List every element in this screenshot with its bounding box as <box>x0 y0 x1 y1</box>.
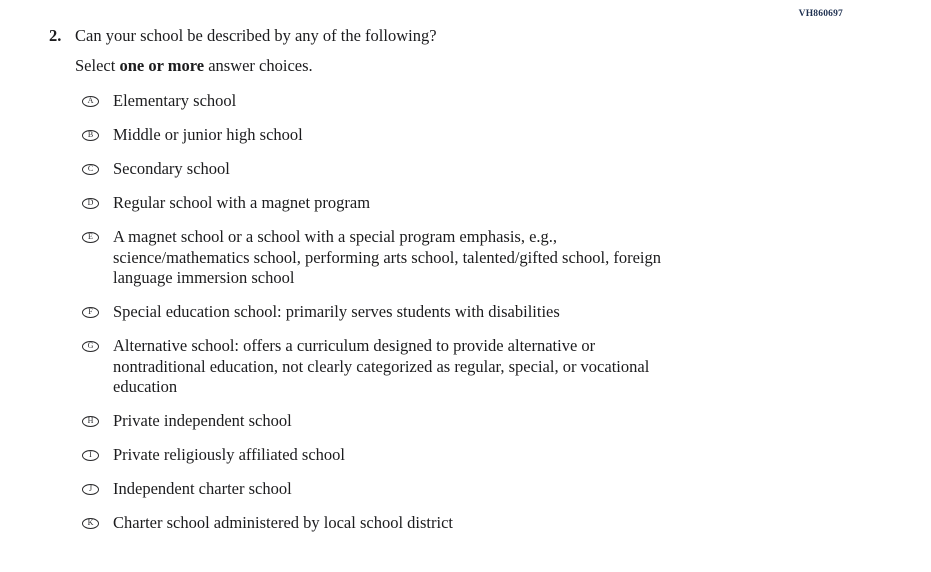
answer-bubble-g[interactable]: G <box>82 341 99 352</box>
instruction-suffix: answer choices. <box>204 56 313 75</box>
answer-option-k[interactable] <box>82 513 661 534</box>
option-line: A magnet school or a school with a special program emphasis, e.g., <box>113 227 558 246</box>
answer-bubble-h[interactable]: H <box>82 416 99 427</box>
instruction-prefix: Select <box>75 56 120 75</box>
answer-option-label <box>113 159 230 180</box>
question-text: Can your school be described by any of the following? <box>75 26 437 45</box>
form-code: VH860697 <box>798 9 843 19</box>
question-row <box>49 27 661 45</box>
answer-bubble-k[interactable]: K <box>82 518 99 529</box>
answer-bubble-e[interactable]: E <box>82 232 99 243</box>
answer-option-j[interactable] <box>82 479 661 500</box>
answer-option-label <box>113 479 292 500</box>
answer-option-label <box>113 445 345 466</box>
answer-option-label <box>113 227 661 289</box>
answer-option-label <box>113 513 453 534</box>
answer-bubble-i[interactable]: I <box>82 450 99 461</box>
answer-option-label <box>113 193 370 214</box>
option-line: Elementary school <box>113 91 237 110</box>
option-line: Charter school administered by local school district <box>113 513 453 532</box>
option-line: Middle or junior high school <box>113 125 303 144</box>
answer-option-label <box>113 91 236 112</box>
question-block <box>49 27 661 547</box>
option-line: nontraditional education, not clearly categorized as regular, special, or vocational <box>113 356 650 376</box>
option-line: Independent charter school <box>113 479 292 498</box>
answer-bubble-c[interactable]: C <box>82 164 99 175</box>
answer-bubble-f[interactable]: F <box>82 307 99 318</box>
answer-option-e[interactable] <box>82 227 661 289</box>
instruction-text <box>75 57 661 75</box>
option-line: Special education school: primarily serves students with disabilities <box>113 302 560 321</box>
answer-option-i[interactable] <box>82 445 661 466</box>
answer-bubble-d[interactable]: D <box>82 198 99 209</box>
answer-option-g[interactable] <box>82 336 661 398</box>
answer-bubble-j[interactable]: J <box>82 484 99 495</box>
answer-option-label <box>113 125 303 146</box>
option-line: Private independent school <box>113 411 292 430</box>
option-line: language immersion school <box>113 268 295 287</box>
answer-bubble-b[interactable]: B <box>82 130 99 141</box>
answer-option-label <box>113 411 292 432</box>
instruction-emphasis: one or more <box>119 56 205 75</box>
question-number: 2. <box>49 26 62 45</box>
answer-option-label <box>113 336 649 398</box>
option-line: Regular school with a magnet program <box>113 193 371 212</box>
answer-option-a[interactable] <box>82 91 661 112</box>
option-line: education <box>113 377 178 396</box>
answer-option-label <box>113 302 560 323</box>
option-line: Private religiously affiliated school <box>113 445 346 464</box>
option-line: Alternative school: offers a curriculum designed to provide alternative or <box>113 336 596 355</box>
answer-bubble-a[interactable]: A <box>82 96 99 107</box>
answer-option-b[interactable] <box>82 125 661 146</box>
option-line: Secondary school <box>113 159 230 178</box>
option-line: science/mathematics school, performing arts school, talented/gifted school, foreign <box>113 247 661 267</box>
answer-option-d[interactable] <box>82 193 661 214</box>
answer-option-h[interactable] <box>82 411 661 432</box>
answer-option-c[interactable] <box>82 159 661 180</box>
answer-options-list <box>82 91 661 534</box>
answer-option-f[interactable] <box>82 302 661 323</box>
